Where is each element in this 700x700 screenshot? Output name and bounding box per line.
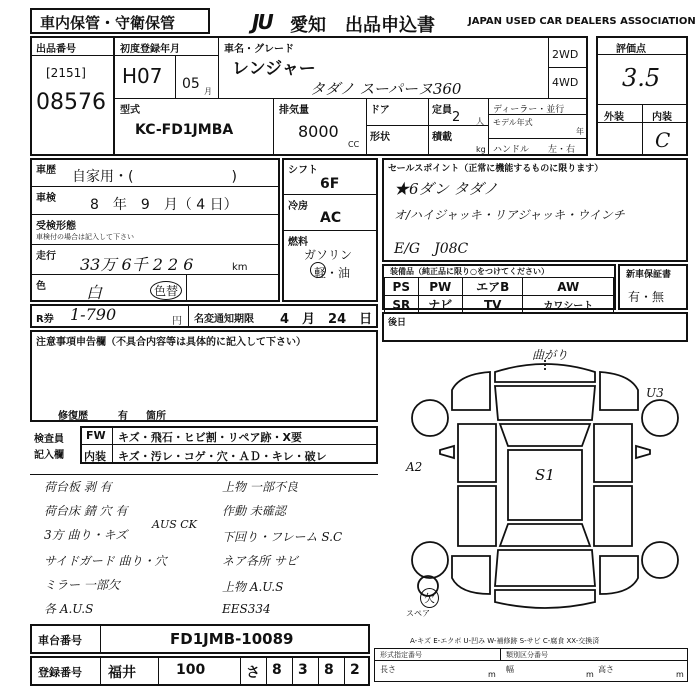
- plate-label: 登録番号: [38, 666, 82, 679]
- car-name-label: 車名・グレード: [224, 44, 294, 55]
- received-label: 受検形態: [36, 221, 76, 232]
- mileage-value: 33万 6千 2 2 6: [80, 255, 194, 274]
- color-value: 白: [86, 283, 103, 302]
- load-label: 積載: [432, 132, 452, 143]
- fuel-circle: [310, 262, 326, 278]
- capacity-unit: 人: [476, 117, 484, 126]
- registration-year: H07: [122, 64, 163, 88]
- model-code: KC-FD1JMBA: [135, 122, 234, 138]
- dealer-label: ディーラー・並行: [493, 105, 565, 115]
- width-unit: m: [586, 670, 594, 679]
- handle-label: ハンドル: [493, 145, 530, 155]
- fw-prefix: FW: [86, 429, 106, 442]
- chassis-number: FD1JMB-10089: [170, 630, 294, 648]
- transfer-value: 4 月 24 日: [280, 312, 373, 327]
- diagram-center-note: S1: [535, 466, 555, 484]
- plate-class: 100: [176, 662, 206, 678]
- door-label: ドア: [370, 105, 390, 116]
- equipment-aw: AW: [523, 278, 614, 296]
- lot-sub-number: [2151]: [46, 66, 86, 80]
- remark-6: 各 A.U.S: [44, 602, 94, 616]
- plate-digit-4: 2: [350, 662, 360, 678]
- fuel-alt: 軽・油: [314, 266, 351, 280]
- load-unit: kg: [476, 145, 486, 154]
- equipment-airbag: エアB: [462, 278, 523, 296]
- plate-prefecture: 福井: [108, 665, 136, 681]
- height-label: 高さ: [598, 665, 614, 674]
- model-year-label: モデル年式: [493, 118, 533, 127]
- association-name: JAPAN USED CAR DEALERS ASSOCIATION: [468, 16, 696, 27]
- length-unit: m: [488, 670, 496, 679]
- lot-number-label: 出品番号: [36, 44, 76, 55]
- diagram-right-note: U3: [646, 386, 664, 400]
- sales-point-title: セールスポイント（正常に機能するものに限ります）: [388, 164, 604, 174]
- history-label: 車歴: [36, 165, 56, 176]
- sales-line-1: ★6ダン タダノ: [394, 180, 499, 198]
- remark-5: ミラー 一部欠: [44, 578, 120, 592]
- shift-value: 6F: [320, 176, 340, 192]
- remark-4: サイドガード 曲り・穴: [44, 554, 167, 568]
- exterior-label: 外装: [604, 112, 624, 123]
- interior-label: 内装: [652, 112, 672, 123]
- interior-score: C: [655, 128, 671, 152]
- received-note: 車検付の場合は記入して下さい: [36, 233, 134, 241]
- interior-prefix: 内装: [84, 450, 106, 463]
- plate-digit-1: 8: [272, 662, 282, 678]
- model-spec-label: 形式指定番号: [380, 651, 422, 659]
- repair-place: 箇所: [146, 411, 166, 422]
- score-label: 評価点: [616, 44, 646, 55]
- notes-title: 注意事項申告欄（不具合内容等は具体的に記入して下さい）: [36, 337, 306, 348]
- height-unit: m: [676, 670, 684, 679]
- fuel-label: 燃料: [288, 237, 308, 248]
- diagram-front-note: 曲がり: [532, 348, 569, 362]
- r-ticket-value: 1-790: [70, 305, 117, 324]
- equipment-sr: SR: [385, 296, 419, 314]
- equipment-tv: TV: [462, 296, 523, 314]
- sales-line-3: E/G J08C: [394, 241, 469, 257]
- entry-label: 記入欄: [34, 450, 64, 461]
- mileage-label: 走行: [36, 251, 56, 262]
- repair-label: 修復歴: [58, 411, 88, 422]
- spare-label: スペア: [406, 609, 430, 618]
- sales-line-2: オ/ハイジャッキ・リアジャッキ・ウインチ: [394, 208, 625, 222]
- color-change: 色替: [150, 281, 182, 300]
- ju-logo: JU: [252, 10, 272, 34]
- history-value: 自家用・( ): [72, 169, 237, 185]
- drive-2wd: 2WD: [552, 48, 579, 61]
- month-unit: 月: [204, 87, 212, 96]
- cooling-label: 冷房: [288, 201, 308, 212]
- spare-mark: 欠: [420, 588, 439, 608]
- length-label: 長さ: [380, 665, 396, 674]
- plate-digit-3: 8: [324, 662, 334, 678]
- equipment-pw: PW: [418, 278, 462, 296]
- storage-badge-text: 車内保管・守衛保管: [40, 14, 176, 32]
- registration-month: 05: [182, 76, 200, 92]
- remark-11: 上物 A.U.S: [222, 580, 284, 594]
- fuel-value: ガソリン: [304, 248, 353, 262]
- width-label: 幅: [506, 665, 514, 674]
- remark-8: 作動 未確認: [222, 504, 286, 518]
- model-year-unit: 年: [576, 127, 584, 136]
- displacement: 8000: [298, 122, 339, 141]
- shape-label: 形状: [370, 132, 390, 143]
- plate-kana: さ: [246, 665, 260, 681]
- equipment-leather-seat: カワシート: [523, 296, 614, 314]
- later-label: 後日: [388, 318, 407, 328]
- repair-value: 有: [118, 411, 128, 422]
- shaken-value: 8 年 9 月（ 4 日）: [90, 197, 238, 213]
- shift-label: シフト: [288, 165, 318, 176]
- cooling-value: AC: [320, 210, 342, 226]
- capacity: 2: [452, 110, 461, 125]
- grade-handwritten: タダノ スーパーヌ360: [310, 80, 462, 98]
- warranty-label: 新車保証書: [626, 270, 672, 280]
- interior-items: キズ・汚レ・コゲ・穴・ＡＤ・キレ・破レ: [118, 450, 327, 463]
- shaken-label: 車検: [36, 193, 56, 204]
- remark-1: 荷台板 剥 有: [44, 480, 112, 494]
- category-label: 類別区分番号: [506, 651, 548, 659]
- diagram-left-note: A2: [406, 460, 423, 474]
- lot-number: 08576: [36, 90, 106, 115]
- remark-3: 3方 曲り・キズ: [44, 528, 128, 542]
- capacity-label: 定員: [432, 105, 452, 116]
- color-label: 色: [36, 281, 46, 292]
- cc-unit: CC: [348, 140, 360, 149]
- score-value: 3.5: [622, 64, 661, 92]
- r-ticket-unit: 円: [172, 316, 182, 327]
- remark-side: AUS CK: [152, 518, 197, 531]
- equipment-navi: ナビ: [418, 296, 462, 314]
- car-name: レンジャー: [232, 59, 316, 79]
- equipment-grid: [384, 277, 614, 314]
- remark-12: EES334: [222, 602, 271, 616]
- org-name: 愛知: [290, 15, 326, 36]
- mileage-unit: km: [232, 262, 248, 273]
- equipment-title: 装備品（純正品に限り○をつけてください）: [390, 267, 549, 276]
- r-ticket-label: R券: [36, 314, 54, 325]
- form-title: 出品申込書: [345, 15, 435, 36]
- displacement-label: 排気量: [279, 105, 309, 116]
- remark-2: 荷台床 錆 穴 有: [44, 504, 128, 518]
- equipment-ps: PS: [385, 278, 419, 296]
- inspector-label: 検査員: [34, 434, 64, 445]
- later-frame: [382, 312, 688, 342]
- remark-9: 下回り・フレーム S.C: [222, 530, 343, 544]
- remark-7: 上物 一部不良: [222, 480, 298, 494]
- drive-4wd: 4WD: [552, 76, 579, 89]
- first-registration-label: 初度登録年月: [120, 44, 180, 55]
- chassis-label: 車台番号: [38, 634, 82, 647]
- fw-items: キズ・飛石・ヒビ割・リペア跡・X要: [118, 431, 303, 444]
- warranty-value: 有・無: [628, 290, 665, 304]
- plate-digit-2: 3: [298, 662, 308, 678]
- damage-legend: A-キズ E-エクボ U-凹み W-補修跡 S-サビ C-腐食 XX-交換済: [410, 637, 600, 645]
- transfer-label: 名変通知期限: [194, 314, 254, 325]
- model-label: 型式: [120, 105, 140, 116]
- handle-options: 左・右: [548, 145, 576, 155]
- remark-10: ネア各所 サビ: [222, 554, 298, 568]
